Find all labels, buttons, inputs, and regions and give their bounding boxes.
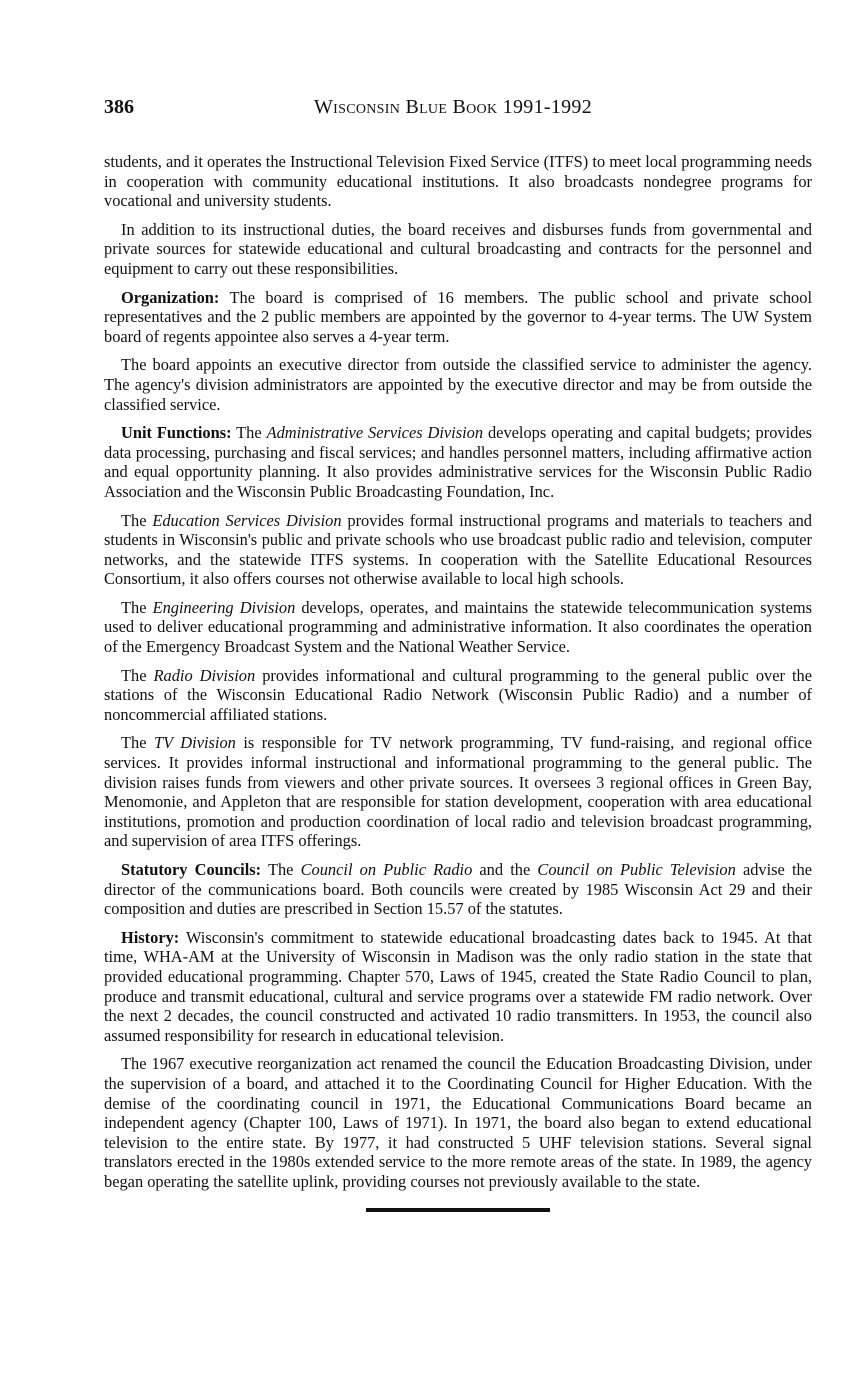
paragraph-text: The 1967 executive reorganization act renamed the council the Education Broadcasting Division, under the supervision of a board, and attached it to the Coordinating Council for Higher Education. With the demise of the coordinating council in 1971, the Educational Communications Board became an independent agency (Chapter 100, Laws of 1971). In 1971, the board also began to extend educational television to the entire state. By 1977, it had constructed 5 UHF television stations. Several signal translators erected in the 1980s extended service to the more remote areas of the state. In 1989, the agency began operating the satellite uplink, providing courses not previously available to the state. [104,1054,812,1191]
paragraph-text: In addition to its instructional duties, the board receives and disburses funds from governmental and private sources for statewide educational and cultural broadcasting and contracts for the personnel and equipment to carry out these responsibilities. [104,219,812,278]
paragraph-text: The [231,423,267,443]
runin-heading: Organization: [121,287,220,307]
paragraph-unit-functions [104,423,812,501]
paragraph-text: provides formal instructional programs and materials to teachers and students in Wisconsin's public and private schools who use broadcast public radio and television, computer networks, and the statewide ITFS systems. In cooperation with the Satellite Educational Resources Consortium, it also offers courses not otherwise available to local high schools. [104,510,812,589]
paragraph-funds [104,220,812,279]
paragraph-statutory-councils [104,860,812,919]
book-page [104,96,812,1212]
paragraph-text: advise the director of the communications board. Both councils were created by 1985 Wisconsin Act 29 and their composition and duties are prescribed in Section 15.57 of the statutes. [104,860,812,919]
division-name: TV Division [153,733,236,753]
paragraph-text: The [121,733,154,753]
paragraph-text: The [121,510,153,530]
paragraph-text: The [121,597,153,617]
paragraph-organization [104,288,812,347]
council-name: Council on Public Television [537,860,736,879]
paragraph-text: students, and it operates the Instructional Television Fixed Service (ITFS) to meet local programming needs in cooperation with community educational institutions. It also broadcasts nondegree programs for vocational and university students. [104,152,812,211]
division-name: Education Services Division [152,510,342,530]
paragraph-text: develops, operates, and maintains the statewide telecommunication systems used to deliver educational programming and administrative information. It also coordinates the operation of the Emergency Broadcast System and the National Weather Service. [104,597,812,657]
division-name: Engineering Division [152,597,296,617]
paragraph-tv [104,733,812,851]
paragraph-text: Wisconsin's commitment to statewide educational broadcasting dates back to 1945. At that time, WHA-AM at the University of Wisconsin in Madison was the only radio station in the state that provided educational programming. Chapter 570, Laws of 1945, created the State Radio Council to plan, produce and transmit educational, cultural and service programs over a statewide FM radio network. Over the next 2 decades, the council constructed and activated 10 radio transmitters. In 1953, the council also assumed responsibility for research in educational television. [104,927,812,1045]
paragraph-text: develops operating and capital budgets; provides data processing, purchasing and fiscal services; and handles personnel matters, including affirmative action and equal opportunity planning. It also provides administrative services for the Wisconsin Public Radio Association and the Wisconsin Public Broadcasting Foundation, Inc. [104,423,813,501]
paragraph-history [104,928,812,1046]
paragraph-text: is responsible for TV network programming, TV fund-raising, and regional office services. It provides informal instructional and informational programming to the general public. The division raises funds from viewers and other private sources. It oversees 3 regional offices in Green Bay, Menomonie, and Appleton that are responsible for station development, cooperation with area educational institutions, promotion and production coordination of local radio and television broadcast programming, and supervision of area ITFS offerings. [104,733,812,851]
paragraph-text: and the [472,860,538,879]
runin-heading: History: [121,927,180,947]
paragraph-executive-director [104,355,812,414]
paragraph-text: The [261,860,301,879]
paragraph-text: The board is comprised of 16 members. The public school and private school representatives and the 2 public members are appointed by the governor to 4-year terms. The UW System board of regents appointee also serves a 4-year term. [104,287,812,346]
paragraph-text: The [121,665,154,685]
division-name: Radio Division [153,665,256,685]
runin-heading: Unit Functions: [121,423,232,443]
runin-heading: Statutory Councils: [121,860,262,879]
council-name: Council on Public Radio [300,860,473,879]
paragraph-reorganization [104,1054,812,1191]
running-head: Wisconsin Blue Book 1991-1992 [314,96,593,118]
division-name: Administrative Services Division [266,423,484,443]
paragraph-text: The board appoints an executive director from outside the classified service to administer the agency. The agency's division administrators are appointed by the executive director and may be from outside the classified service. [104,355,812,414]
paragraph-education-services [104,511,812,589]
paragraph-engineering [104,598,812,657]
paragraph-itfs [104,152,812,211]
section-end-rule [366,1208,550,1212]
page-header [104,96,812,128]
paragraph-text: provides informational and cultural programming to the general public over the stations of the Wisconsin Educational Radio Network (Wisconsin Public Radio) and a number of noncommercial affiliated stations. [104,665,812,724]
page-number: 386 [104,96,134,118]
paragraph-radio [104,666,812,725]
